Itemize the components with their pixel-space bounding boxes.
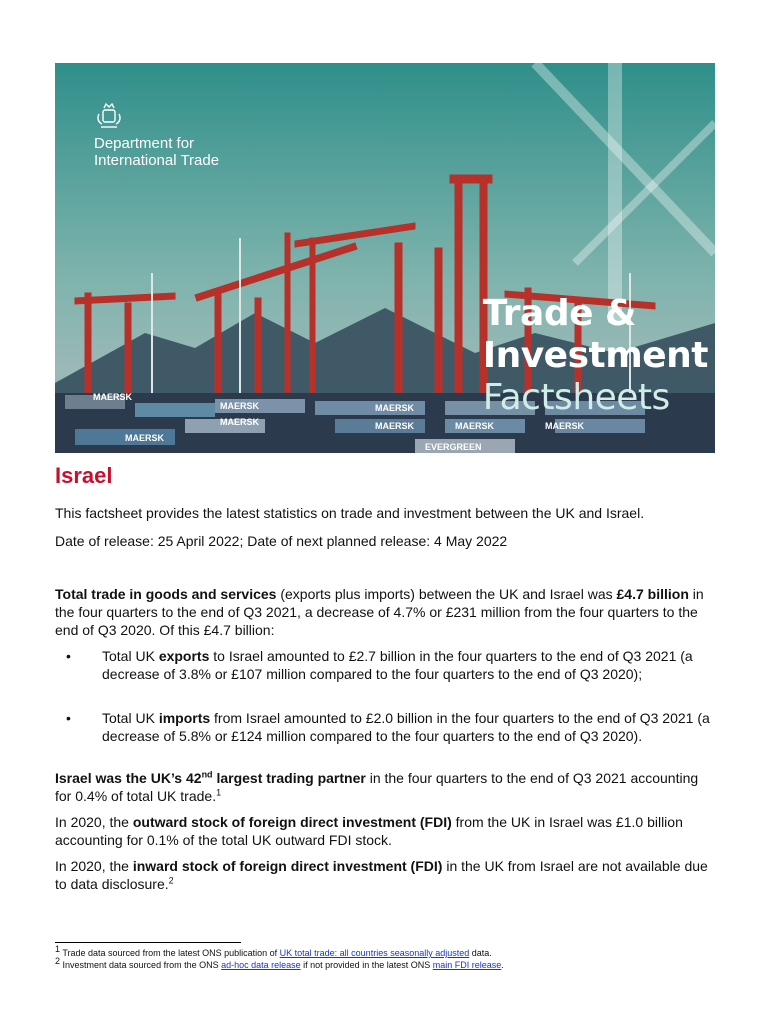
- department-name-line1: Department for: [94, 135, 195, 152]
- list-item-text: Total UK: [102, 648, 159, 664]
- container-label: MAERSK: [455, 421, 495, 431]
- footnote-text: Trade data sourced from the latest ONS publication of: [60, 948, 280, 958]
- outward-fdi-text: In 2020, the: [55, 814, 133, 830]
- trading-partner-paragraph: [55, 769, 717, 805]
- rank-suffix: nd: [201, 769, 213, 780]
- list-item-exports: [102, 647, 714, 683]
- footnote-ref: 1: [216, 787, 222, 798]
- list-item-text: Total UK: [102, 710, 159, 726]
- container-label: EVERGREEN: [425, 442, 482, 452]
- inward-fdi-text: In 2020, the: [55, 858, 133, 874]
- total-trade-text-2: in the four quarters to the end of Q3 2021, a decrease of 4.7% or £231 million from the four quarters to the end of Q3 2020. Of this £4.7 billion:: [55, 586, 704, 638]
- footnote-2: [55, 956, 715, 971]
- hero-title: [483, 293, 708, 419]
- rank-text: Israel was the UK’s 42: [55, 770, 202, 786]
- footnote-number: 1: [55, 944, 61, 954]
- bullet-marker: •: [66, 648, 71, 664]
- container-label: MAERSK: [545, 421, 585, 431]
- footnote-divider: [55, 942, 241, 943]
- container-label: MAERSK: [125, 433, 165, 443]
- hero-title-line1: Trade &: [482, 293, 636, 334]
- footnote-text: Investment data sourced from the ONS: [60, 960, 222, 970]
- adhoc-data-link[interactable]: ad-hoc data release: [221, 960, 301, 970]
- royal-crest-icon: [94, 102, 124, 130]
- page-title: Israel: [55, 463, 113, 488]
- container-label: MAERSK: [375, 421, 415, 431]
- footnote-number: 2: [55, 956, 61, 966]
- list-item-imports: [102, 709, 714, 745]
- footnote-text: if not provided in the latest ONS: [300, 960, 433, 970]
- department-name-line2: International Trade: [94, 152, 220, 169]
- total-trade-label: Total trade in goods and services: [55, 586, 277, 602]
- bullet-marker: •: [66, 710, 71, 726]
- footnote-text: data.: [469, 948, 492, 958]
- total-trade-text: (exports plus imports) between the UK and Israel was: [276, 586, 617, 602]
- release-dates: Date of release: 25 April 2022; Date of next planned release: 4 May 2022: [55, 533, 508, 549]
- footnote-1: [55, 944, 715, 959]
- trading-partner-text: in the four quarters to the end of Q3 2021 accounting for 0.4% of total UK trade.: [55, 770, 699, 804]
- container-label: MAERSK: [220, 401, 260, 411]
- outward-fdi-paragraph: [55, 813, 717, 849]
- outward-fdi-text-2: from the UK in Israel was £1.0 billion accounting for 0.1% of the total UK outward FDI stock.: [55, 814, 683, 848]
- container-label: MAERSK: [220, 417, 260, 427]
- dit-logo: [94, 102, 220, 169]
- list-item-keyword: imports: [158, 710, 211, 726]
- hero-title-line3: Factsheets: [482, 377, 670, 418]
- footnote-ref: 2: [168, 875, 174, 886]
- list-item-text: to Israel amounted to £2.7 billion in the four quarters to the end of Q3 2021 (a decrease of 3.8% or £107 million compared to the four quarters to the end of Q3 2020);: [102, 648, 693, 682]
- container-label: MAERSK: [375, 403, 415, 413]
- hero-title-line2: Investment: [482, 335, 708, 376]
- fdi-release-link[interactable]: main FDI release: [432, 960, 502, 970]
- total-trade-value: £4.7 billion: [616, 586, 689, 602]
- inward-fdi-paragraph: [55, 857, 717, 893]
- inward-fdi-label: inward stock of foreign direct investment (FDI): [132, 858, 443, 874]
- list-item-text: from Israel amounted to £2.0 billion in the four quarters to the end of Q3 2021 (a decrease of 5.8% or £124 million compared to the four quarters to the end of Q3 2020).: [102, 710, 710, 744]
- outward-fdi-label: outward stock of foreign direct investment (FDI): [132, 814, 452, 830]
- trading-partner-rank: [55, 770, 366, 786]
- trade-data-link[interactable]: UK total trade: all countries seasonally adjusted: [279, 948, 470, 958]
- list-item-keyword: exports: [158, 648, 210, 664]
- container-label: MAERSK: [93, 392, 133, 402]
- footnote-text: .: [501, 960, 504, 970]
- inward-fdi-text-2: in the UK from Israel are not available due to data disclosure.: [55, 858, 708, 892]
- intro-paragraph: This factsheet provides the latest statistics on trade and investment between the UK and Israel.: [55, 505, 645, 521]
- total-trade-paragraph: [55, 585, 717, 639]
- rank-text-2: largest trading partner: [212, 770, 366, 786]
